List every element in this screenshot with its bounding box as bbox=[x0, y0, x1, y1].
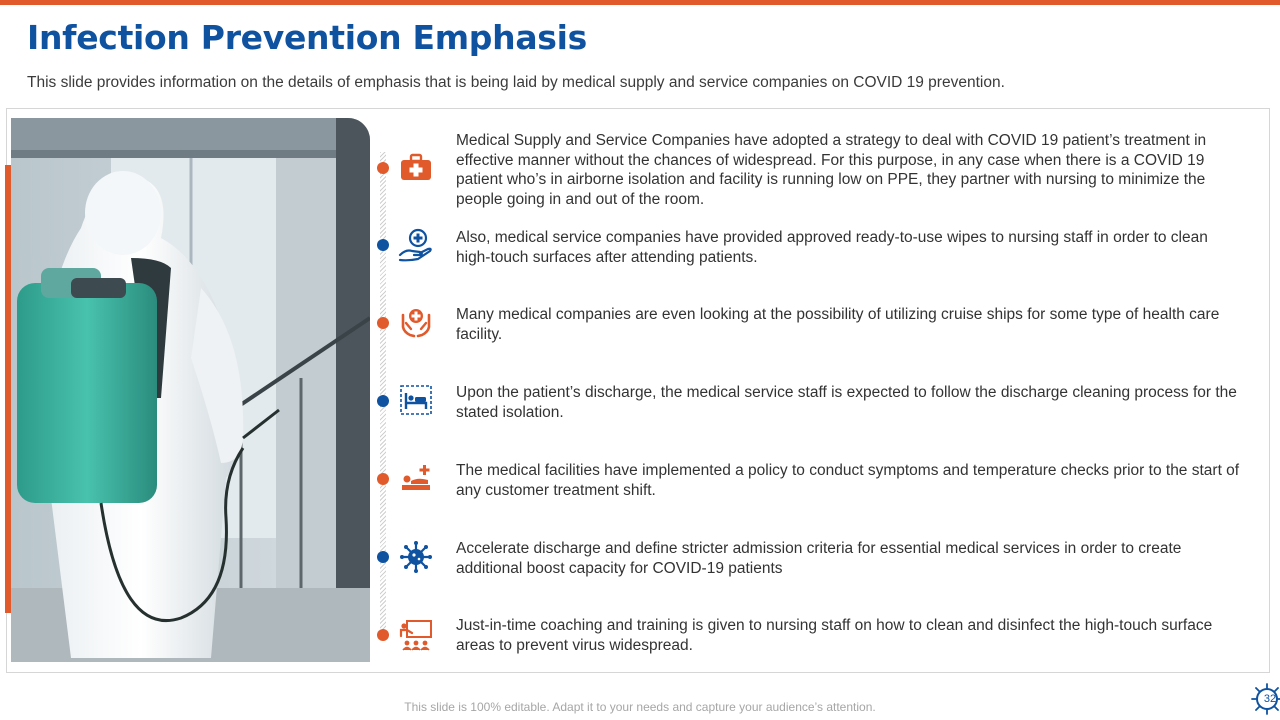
item-text: Upon the patient’s discharge, the medical service staff is expected to follow the discharge cleaning process for the stated isolation. bbox=[456, 384, 1237, 421]
timeline-dot bbox=[377, 162, 389, 174]
first-aid-kit-icon bbox=[398, 150, 434, 186]
training-board-icon bbox=[398, 617, 434, 653]
patient-bed-plus-icon bbox=[398, 461, 434, 497]
item-text: Many medical companies are even looking at the possibility of utilizing cruise ships for some type of health care facility. bbox=[456, 306, 1220, 343]
footer-note: This slide is 100% editable. Adapt it to your needs and capture your audience’s attention. bbox=[404, 700, 876, 714]
page-number: 32 bbox=[1263, 693, 1277, 705]
item-text: Accelerate discharge and define stricter admission criteria for essential medical services in order to create additional boost capacity for COVID-19 patients bbox=[456, 540, 1182, 577]
timeline-dot bbox=[377, 239, 389, 251]
timeline-dot bbox=[377, 551, 389, 563]
item-text: Just-in-time coaching and training is given to nursing staff on how to clean and disinfect the high-touch surface areas to prevent virus widespread. bbox=[456, 617, 1213, 654]
page-title: Infection Prevention Emphasis bbox=[27, 18, 587, 57]
hand-with-medical-cross-icon bbox=[398, 227, 434, 263]
hands-holding-cross-icon bbox=[398, 305, 434, 341]
timeline-dot bbox=[377, 473, 389, 485]
timeline-dot bbox=[377, 317, 389, 329]
item-text: The medical facilities have implemented a policy to conduct symptoms and temperature checks prior to the start of any customer treatment shift. bbox=[456, 462, 1240, 499]
item-text: Also, medical service companies have provided approved ready-to-use wipes to nursing staff in order to clean high-touch surfaces after attending patients. bbox=[456, 229, 1208, 266]
timeline-dot bbox=[377, 629, 389, 641]
page-subtitle: This slide provides information on the details of emphasis that is being laid by medical supply and service companies on COVID 19 prevention. bbox=[27, 74, 1005, 91]
virus-icon bbox=[398, 539, 434, 575]
hospital-bed-icon bbox=[398, 383, 434, 419]
timeline-dot bbox=[377, 395, 389, 407]
item-text: Medical Supply and Service Companies have adopted a strategy to deal with COVID 19 patient’s treatment in effective manner without the chances of widespread. For this purpose, in any case when there is a COVID 19 patient who’s in airborne isolation and facility is running low on PPE, they partner with nursing to minimize the people going in and out of the room. bbox=[456, 132, 1207, 208]
disinfection-photo bbox=[11, 118, 370, 662]
top-accent-bar bbox=[0, 0, 1280, 5]
